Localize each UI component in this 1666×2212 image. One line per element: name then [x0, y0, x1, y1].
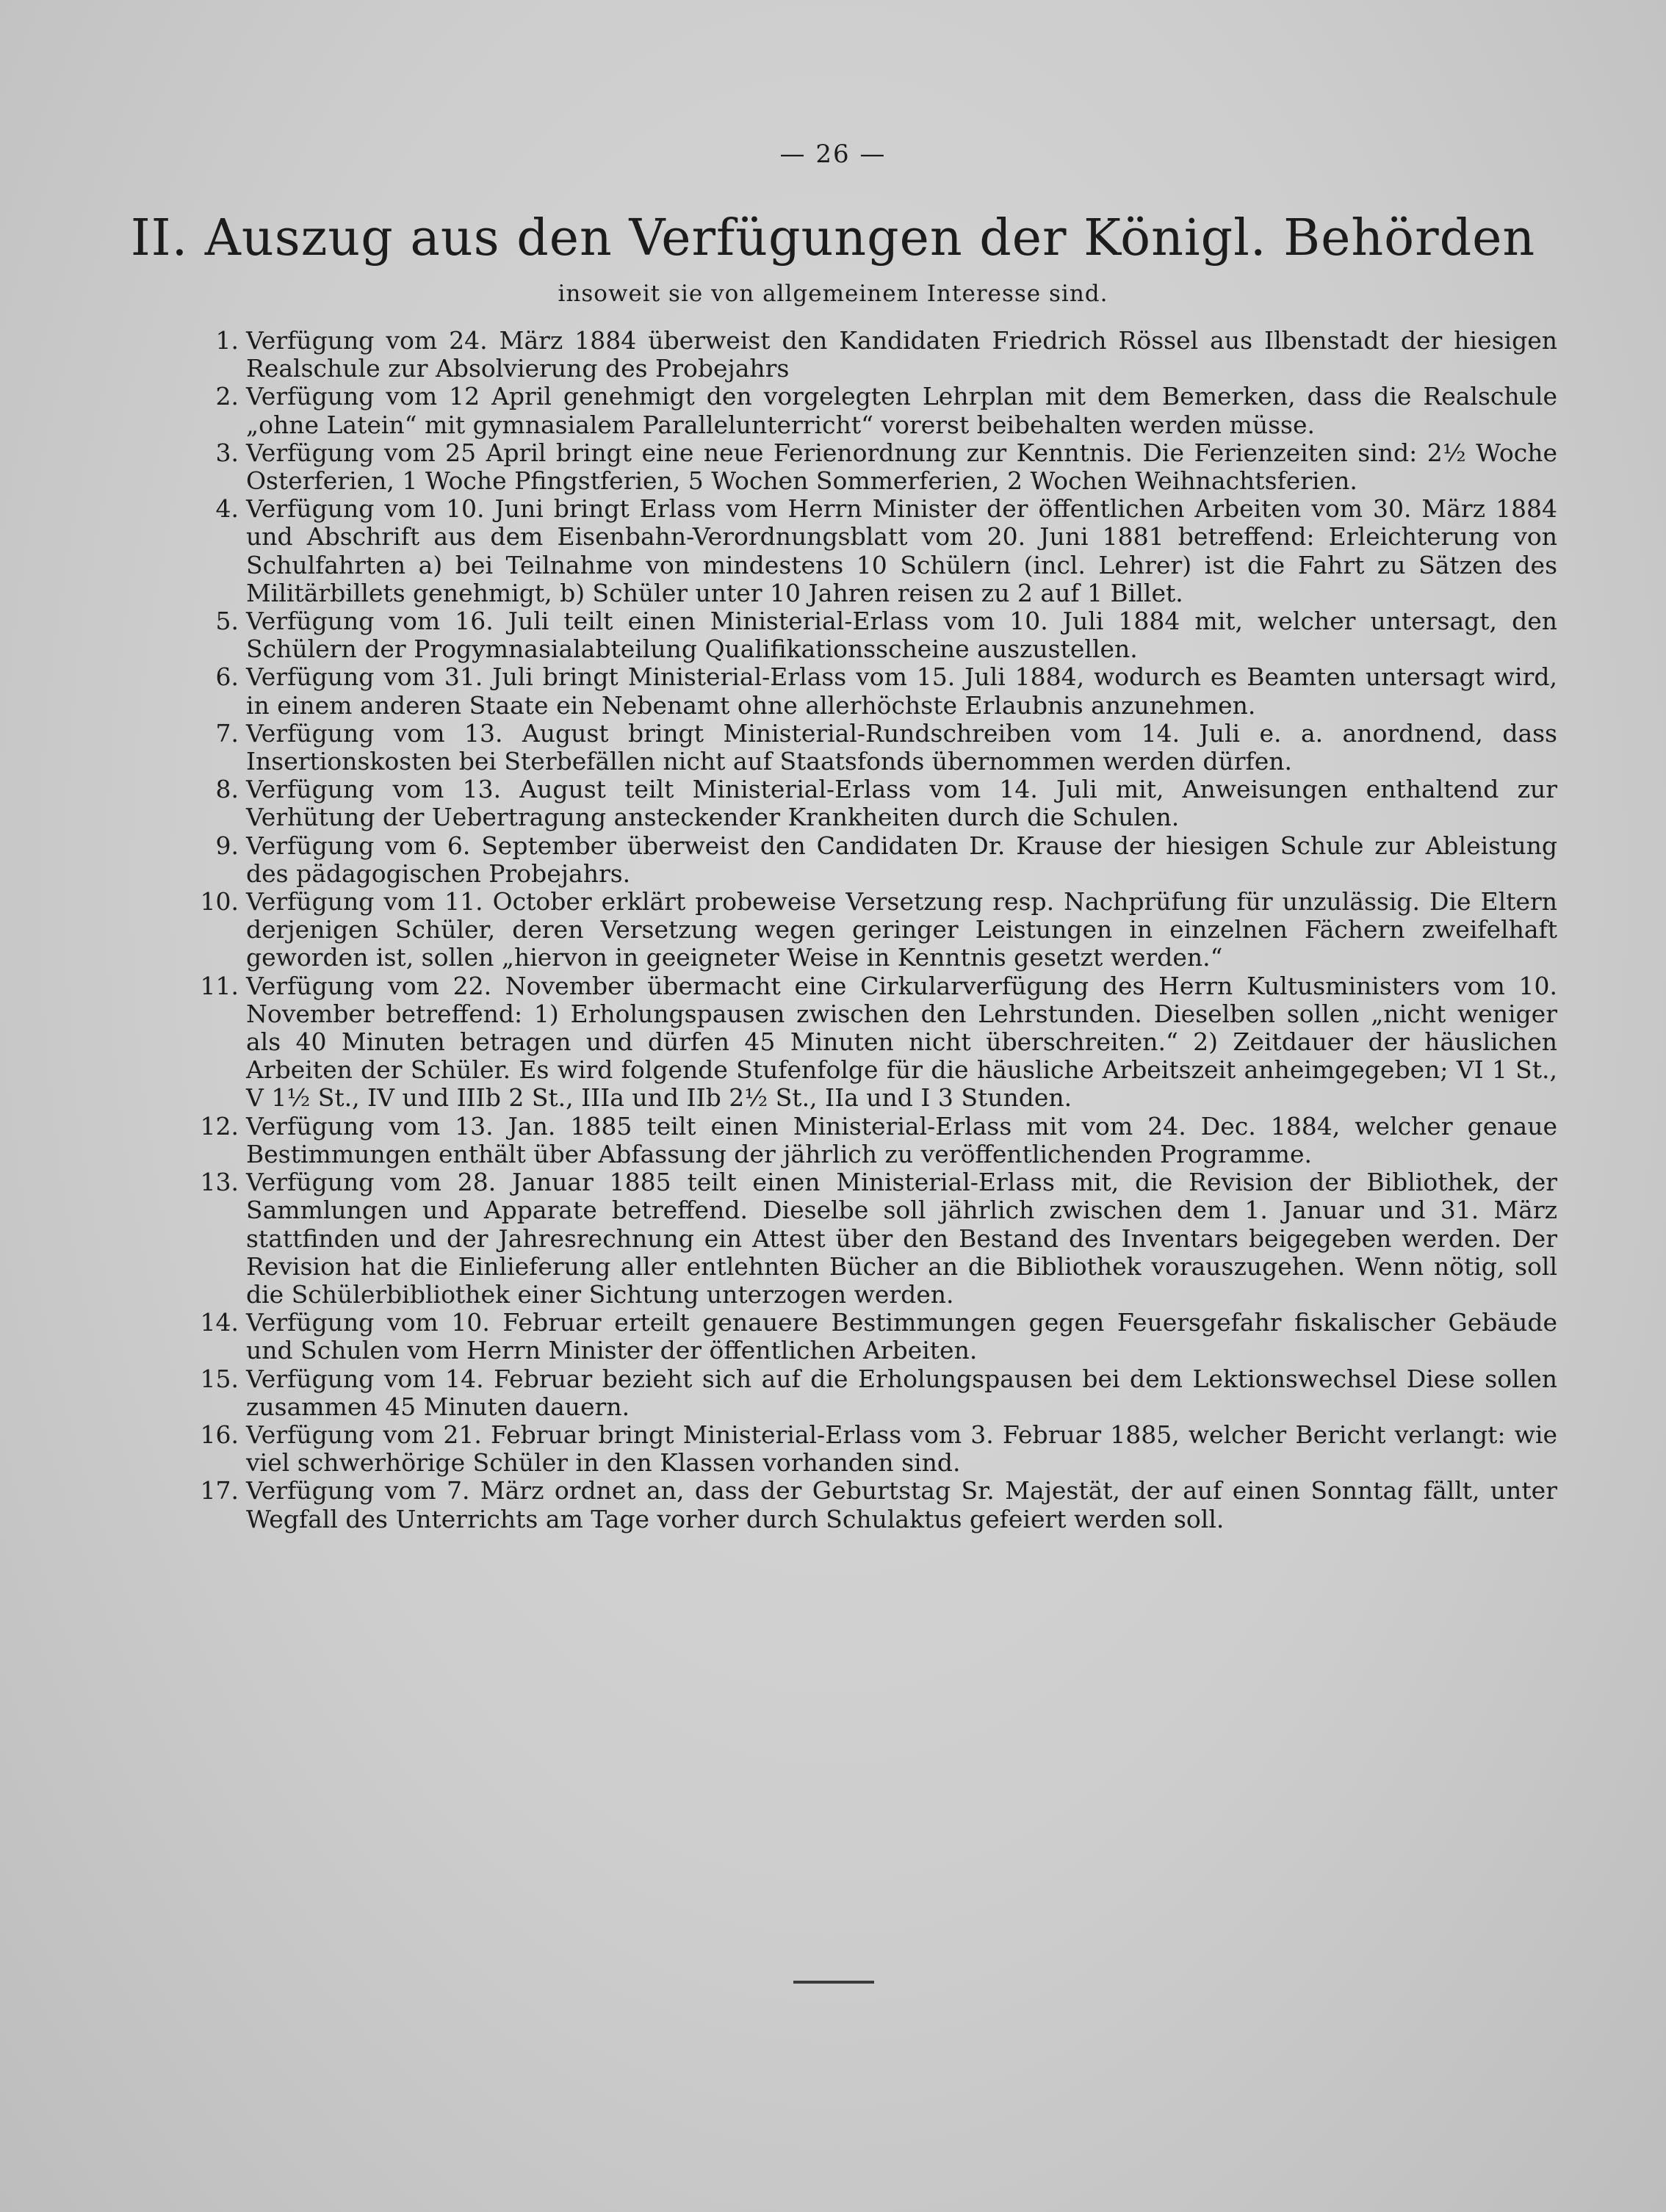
page-number: — 26 —	[779, 140, 887, 169]
ordinance-item	[176, 607, 1557, 663]
item-text: Verfügung vom 10. Juni bringt Erlass vom Herrn Minister der öffentlichen Arbeiten vom 30. März 1884 und Abschrift aus dem Eisenbahn-Verordnungsblatt vom 20. Juni 1881 betreffend: Erleichterung von Schulfahrten a) bei Teilnahme von mindestens 10 Schülern (incl. Lehrer) ist die Fahrt zu Sätzen des Militärbillets genehmigt, b) Schüler unter 10 Jahren reisen zu 2 auf 1 Billet.	[246, 494, 1557, 607]
ordinance-item	[176, 495, 1557, 607]
item-number: 5.	[215, 607, 239, 636]
item-number: 12.	[200, 1111, 239, 1141]
ordinance-item	[176, 1113, 1557, 1168]
item-text: Verfügung vom 31. Juli bringt Ministerial-Erlass vom 15. Juli 1884, wodurch es Beamten untersagt wird, in einem anderen Staate ein Nebenamt ohne allerhöchste Erlaubnis anzunehmen.	[246, 662, 1557, 720]
item-text: Verfügung vom 16. Juli teilt einen Ministerial-Erlass vom 10. Juli 1884 mit, welcher untersagt, den Schülern der Progymnasialabteilung Qualifikationsscheine auszustellen.	[246, 607, 1557, 664]
item-number: 11.	[200, 971, 239, 1000]
ordinance-item	[176, 1421, 1557, 1477]
item-text: Verfügung vom 24. März 1884 überweist den Kandidaten Friedrich Rössel aus Ilbenstadt der hiesigen Realschule zur Absolvierung des Probejahrs	[246, 326, 1557, 383]
ordinance-item	[176, 1168, 1557, 1309]
item-text: Verfügung vom 14. Februar bezieht sich auf die Erholungspausen bei dem Lektionswechsel Diese sollen zusammen 45 Minuten dauern.	[246, 1364, 1557, 1421]
ordinance-item	[176, 832, 1557, 888]
ordinance-item	[176, 972, 1557, 1113]
section-heading: II. Auszug aus den Verfügungen der Königl. Behörden	[130, 209, 1536, 267]
item-text: Verfügung vom 13. August teilt Ministerial-Erlass vom 14. Juli mit, Anweisungen enthaltend zur Verhütung der Uebertragung ansteckender Krankheiten durch die Schulen.	[246, 775, 1557, 832]
item-text: Verfügung vom 28. Januar 1885 teilt einen Ministerial-Erlass mit, die Revision der Bibliothek, der Sammlungen und Apparate betreffend. Dieselbe soll jährlich zwischen dem 1. Januar und 31. März stattfinden und der Jahresrechnung ein Attest über den Bestand des Inventars beigegeben werden. Der Revision hat die Einlieferung aller entlehnten Bücher an die Bibliothek vorauszugehen. Wenn nötig, soll die Schülerbibliothek einer Sichtung unterzogen werden.	[246, 1168, 1557, 1309]
item-number: 15.	[200, 1364, 239, 1393]
item-text: Verfügung vom 12 April genehmigt den vorgelegten Lehrplan mit dem Bemerken, dass die Realschule „ohne Latein“ mit gymnasialem Parallelunterricht“ vorerst beibehalten werden müsse.	[246, 382, 1557, 439]
item-number: 13.	[200, 1168, 239, 1197]
item-text: Verfügung vom 25 April bringt eine neue Ferienordnung zur Kenntnis. Die Ferienzeiten sind: 2½ Woche Osterferien, 1 Woche Pfingstferien, 5 Wochen Sommerferien, 2 Wochen Weihnachtsferien.	[246, 438, 1557, 496]
item-text: Verfügung vom 6. September überweist den Candidaten Dr. Krause der hiesigen Schule zur Ableistung des pädagogischen Probejahrs.	[246, 831, 1557, 888]
ordinance-item	[176, 439, 1557, 495]
item-number: 14.	[200, 1308, 239, 1337]
item-text: Verfügung vom 22. November übermacht eine Cirkularverfügung des Herrn Kultusministers vom 10. November betreffend: 1) Erholungspausen zwischen den Lehrstunden. Dieselben sollen „nicht weniger als 40 Minuten betragen und dürfen 45 Minuten nicht überschreiten.“ 2) Zeitdauer der häuslichen Arbeiten der Schüler. Es wird folgende Stufenfolge für die häusliche Arbeitszeit anheimgegeben; VI 1 St., V 1½ St., IV und IIIb 2 St., IIIa und IIb 2½ St., IIa und I 3 Stunden.	[246, 971, 1557, 1113]
ordinance-item	[176, 720, 1557, 776]
item-text: Verfügung vom 13. Jan. 1885 teilt einen Ministerial-Erlass mit vom 24. Dec. 1884, welcher genaue Bestimmungen enthält über Abfassung der jährlich zu veröffentlichenden Programme.	[246, 1111, 1557, 1168]
ordinance-item	[176, 888, 1557, 972]
item-text: Verfügung vom 11. October erklärt probeweise Versetzung resp. Nachprüfung für unzulässig. Die Eltern derjenigen Schüler, deren Versetzung wegen geringer Leistungen in einzelnen Fächern zweifelhaft geworden ist, sollen „hiervon in geeigneter Weise in Kenntnis gesetzt werden.“	[246, 887, 1557, 972]
item-number: 6.	[215, 662, 239, 692]
item-number: 3.	[215, 438, 239, 467]
ordinance-item	[176, 776, 1557, 831]
ordinance-item	[176, 663, 1557, 719]
closing-rule	[793, 1981, 874, 1984]
item-text: Verfügung vom 10. Februar erteilt genauere Bestimmungen gegen Feuersgefahr fiskalischer Gebäude und Schulen vom Herrn Minister der öffentlichen Arbeiten.	[246, 1308, 1557, 1365]
item-number: 7.	[215, 718, 239, 748]
item-text: Verfügung vom 13. August bringt Ministerial-Rundschreiben vom 14. Juli e. a. anordnend, dass Insertionskosten bei Sterbefällen nicht auf Staatsfonds übernommen werden dürfen.	[246, 718, 1557, 776]
ordinance-item	[176, 327, 1557, 383]
item-number: 8.	[215, 775, 239, 804]
item-number: 2.	[215, 382, 239, 411]
ordinance-item	[176, 383, 1557, 438]
item-number: 16.	[200, 1420, 239, 1449]
item-text: Verfügung vom 21. Februar bringt Ministerial-Erlass vom 3. Februar 1885, welcher Bericht verlangt: wie viel schwerhörige Schüler in den Klassen vorhanden sind.	[246, 1420, 1557, 1478]
ordinance-item	[176, 1477, 1557, 1533]
ordinance-item	[176, 1309, 1557, 1365]
section-subheading: insoweit sie von allgemeinem Interesse sind.	[558, 281, 1108, 307]
item-number: 4.	[215, 494, 239, 524]
item-number: 9.	[215, 831, 239, 860]
ordinance-item	[176, 1365, 1557, 1421]
ordinance-list	[176, 327, 1557, 1533]
item-number: 17.	[200, 1476, 239, 1506]
item-number: 1.	[215, 326, 239, 355]
item-text: Verfügung vom 7. März ordnet an, dass der Geburtstag Sr. Majestät, der auf einen Sonntag fällt, unter Wegfall des Unterrichts am Tage vorher durch Schulaktus gefeiert werden soll.	[246, 1476, 1557, 1533]
item-number: 10.	[200, 887, 239, 917]
